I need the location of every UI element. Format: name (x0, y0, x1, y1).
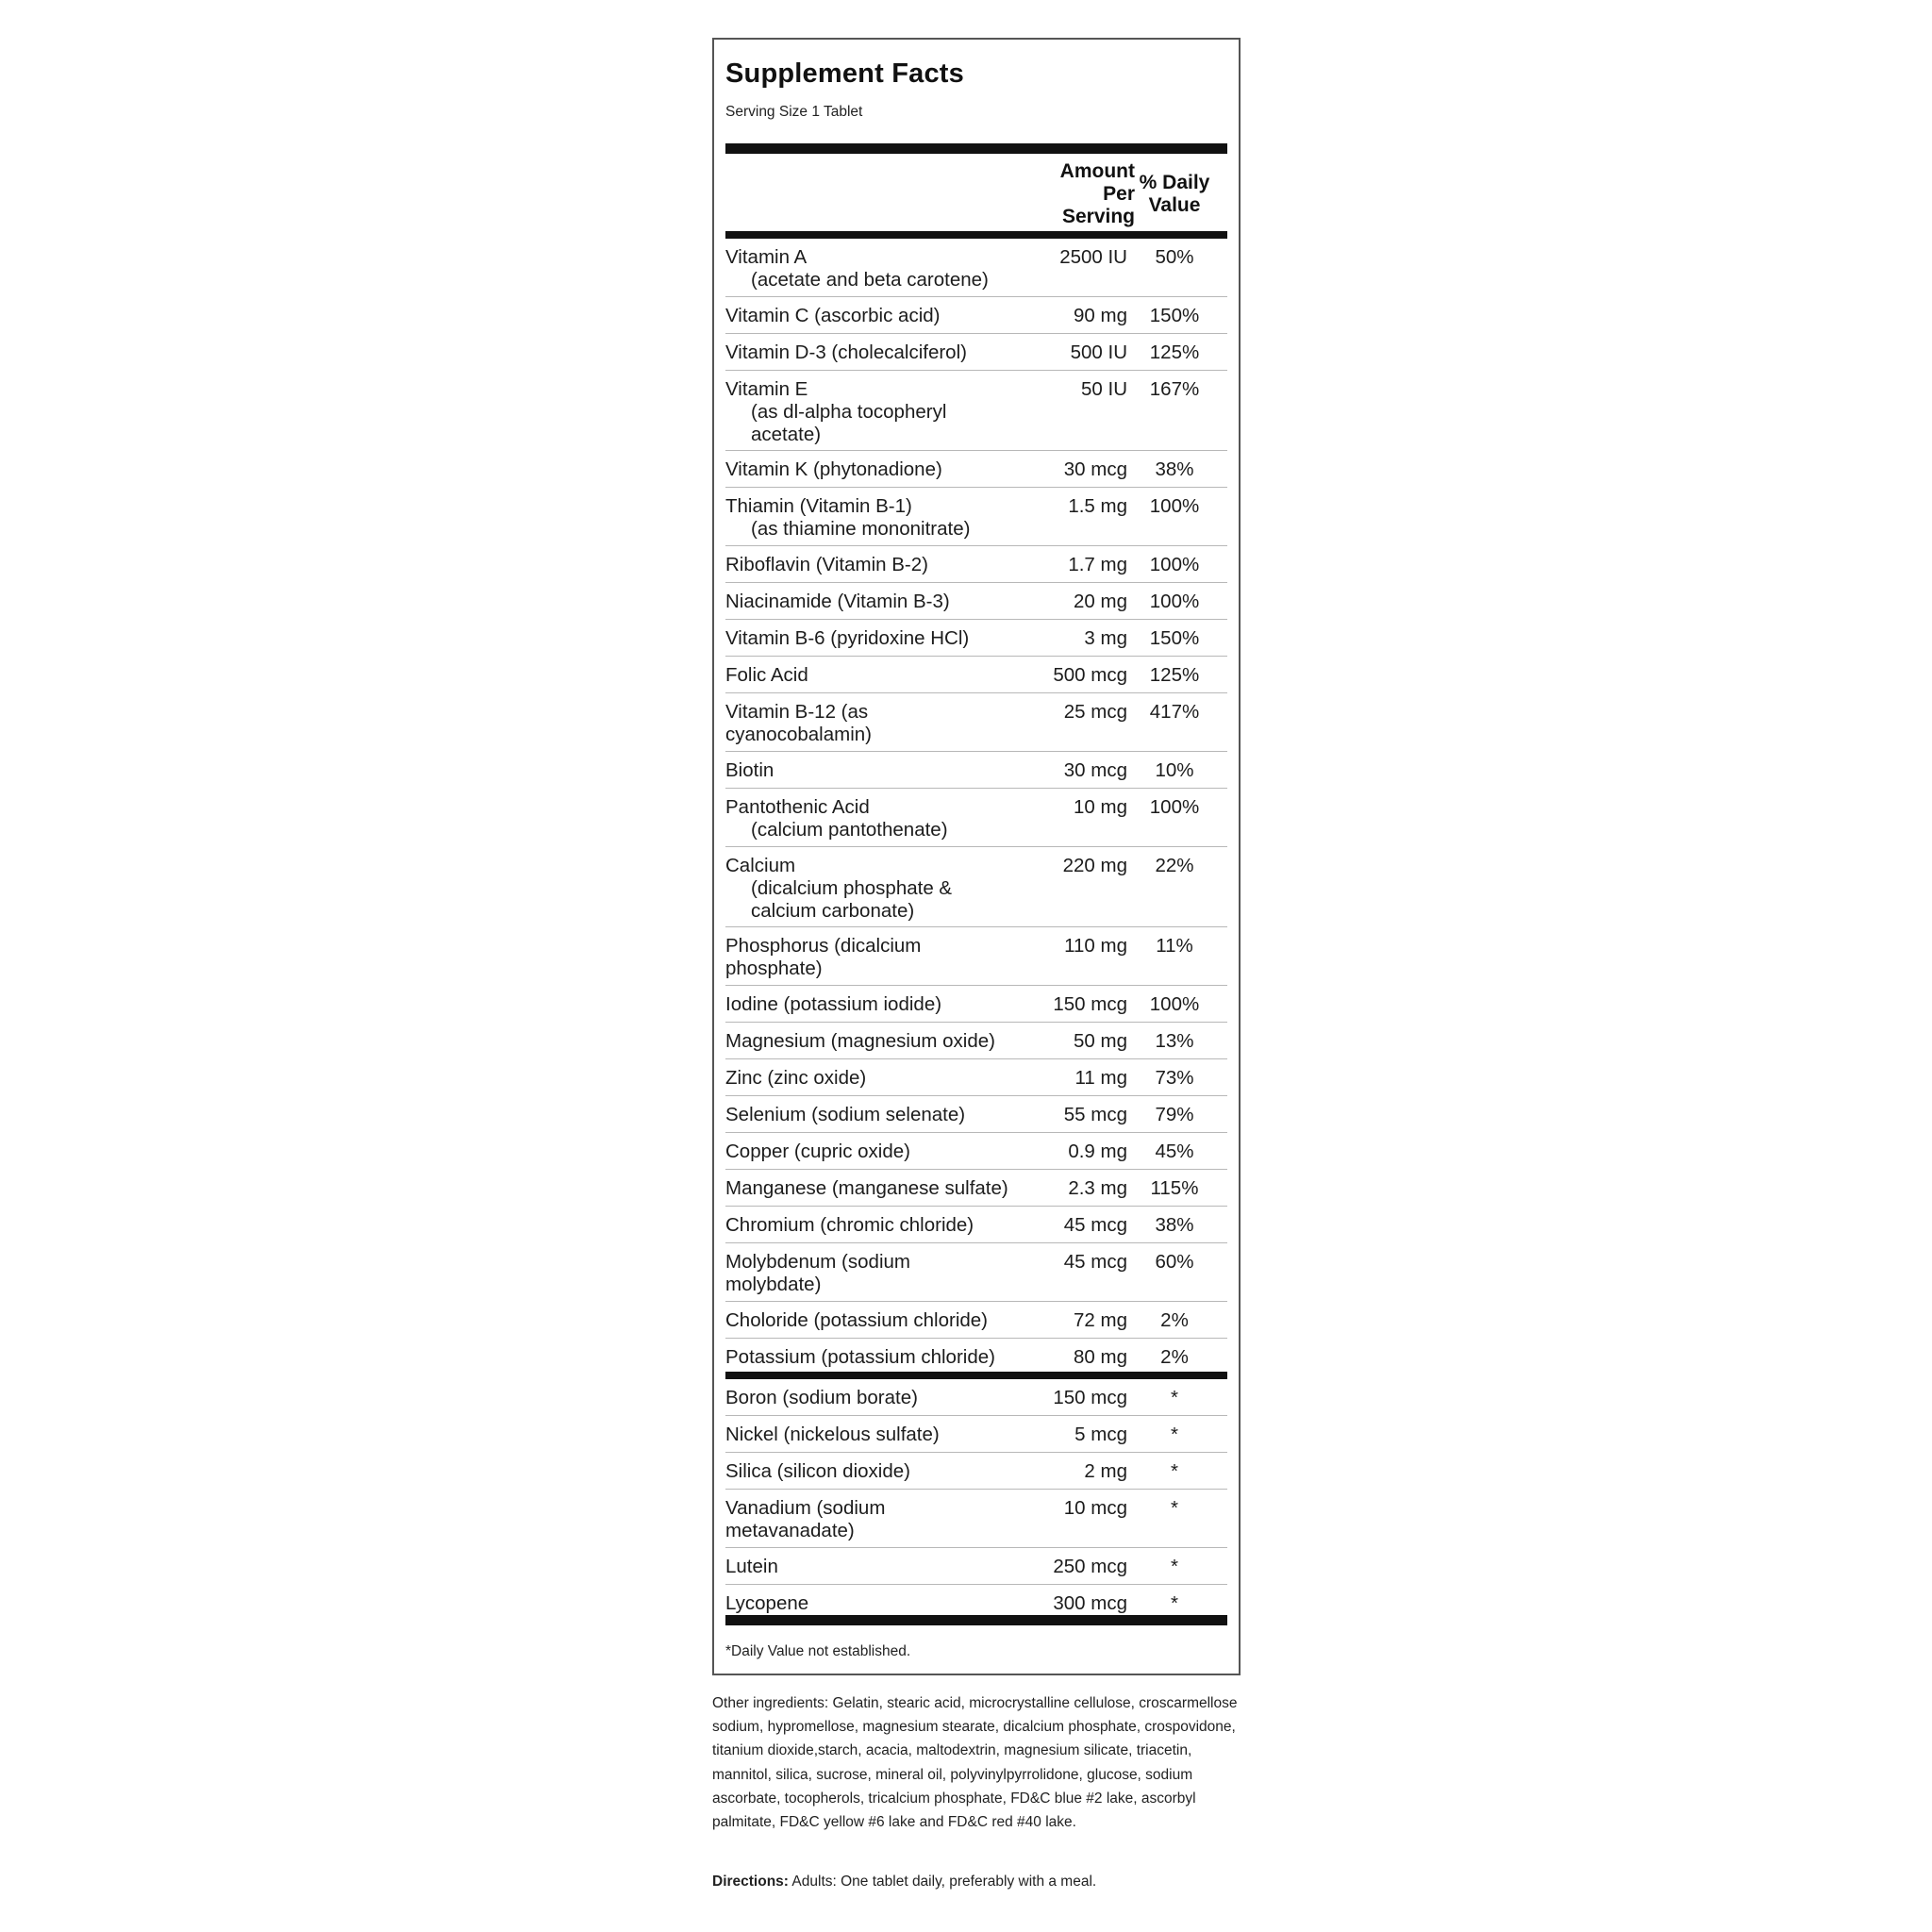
nutrient-name (725, 664, 1046, 687)
nutrient-daily-value: * (1171, 1556, 1178, 1577)
nutrient-name (725, 1104, 1046, 1126)
nutrient-amount: 25 mcg (1063, 701, 1127, 723)
nutrient-name-text: Vitamin A (725, 246, 808, 268)
nutrient-amount: 150 mcg (1053, 993, 1127, 1015)
column-header-daily-value: % Daily Value (1139, 172, 1210, 216)
nutrient-daily-value: 417% (1149, 701, 1200, 723)
supplement-facts-panel (712, 38, 1241, 1675)
nutrient-name-text: Boron (sodium borate) (725, 1387, 918, 1408)
nutrient-daily-value: 125% (1149, 341, 1200, 363)
nutrient-name (725, 1141, 1046, 1163)
nutrient-row (725, 1339, 1227, 1379)
nutrient-daily-value: 11% (1156, 935, 1193, 957)
nutrient-row (725, 1023, 1227, 1059)
nutrient-amount: 11 mg (1074, 1067, 1127, 1089)
nutrient-name (725, 591, 1046, 613)
nutrient-row (725, 1548, 1227, 1585)
nutrient-amount: 80 mg (1074, 1346, 1127, 1368)
nutrient-name-text: Riboflavin (Vitamin B-2) (725, 554, 928, 575)
nutrient-name (725, 1556, 1046, 1578)
nutrient-amount: 110 mg (1064, 935, 1127, 957)
nutrient-row (725, 239, 1227, 297)
nutrient-amount: 2 mg (1084, 1460, 1127, 1482)
nutrient-source: acetate) (751, 424, 822, 445)
nutrient-amount: 5 mcg (1074, 1424, 1127, 1445)
nutrient-amount: 250 mcg (1053, 1556, 1127, 1577)
nutrient-daily-value: 150% (1149, 627, 1200, 649)
nutrient-source: (as dl-alpha tocopheryl (751, 401, 947, 423)
nutrient-name-text: Lutein (725, 1556, 778, 1577)
nutrient-daily-value: 10% (1155, 759, 1194, 781)
nutrient-row (725, 334, 1227, 371)
column-header-amount: Amount Per Serving (1059, 160, 1135, 227)
nutrient-name (725, 1346, 1046, 1369)
nutrient-name-text: Zinc (zinc oxide) (725, 1067, 867, 1089)
nutrient-name (725, 1424, 1046, 1446)
nutrient-name (725, 1214, 1046, 1237)
nutrient-name-text: Vitamin C (ascorbic acid) (725, 305, 941, 326)
serving-size: Serving Size 1 Tablet (725, 104, 863, 120)
nutrient-daily-value: 115% (1150, 1177, 1199, 1199)
nutrient-name-text: Manganese (manganese sulfate) (725, 1177, 1008, 1199)
nutrient-name (725, 855, 1046, 923)
nutrient-name-text: Vitamin K (phytonadione) (725, 458, 942, 480)
nutrient-daily-value: * (1171, 1592, 1178, 1614)
nutrient-name-text: Copper (cupric oxide) (725, 1141, 910, 1162)
directions-label: Directions: (712, 1874, 789, 1890)
nutrient-name-text: Iodine (potassium iodide) (725, 993, 942, 1015)
nutrient-daily-value: * (1171, 1387, 1178, 1408)
nutrient-row (725, 583, 1227, 620)
nutrient-row (725, 488, 1227, 546)
nutrient-row (725, 986, 1227, 1023)
nutrient-daily-value: 73% (1155, 1067, 1194, 1089)
nutrient-daily-value: 100% (1149, 993, 1200, 1015)
nutrient-name-text: Vitamin B-12 (as cyanocobalamin) (725, 701, 872, 745)
nutrient-name-text: Niacinamide (Vitamin B-3) (725, 591, 950, 612)
nutrient-name-text: Phosphorus (dicalcium phosphate) (725, 935, 922, 979)
nutrient-name-text: Vitamin E (725, 378, 808, 400)
nutrient-amount: 10 mg (1074, 796, 1127, 818)
nutrient-amount: 55 mcg (1063, 1104, 1127, 1125)
nutrient-name (725, 246, 1046, 291)
nutrient-name-text: Vanadium (sodium metavanadate) (725, 1497, 886, 1541)
nutrient-name (725, 378, 1046, 446)
nutrient-amount: 45 mcg (1063, 1251, 1127, 1273)
nutrient-amount: 220 mg (1062, 855, 1127, 876)
nutrient-name (725, 1497, 1046, 1542)
nutrient-amount: 45 mcg (1063, 1214, 1127, 1236)
nutrient-name (725, 554, 1046, 576)
nutrient-daily-value: 79% (1155, 1104, 1194, 1125)
nutrient-amount: 30 mcg (1063, 458, 1127, 480)
nutrient-row (725, 1243, 1227, 1302)
nutrient-amount: 0.9 mg (1068, 1141, 1127, 1162)
nutrient-daily-value: * (1171, 1460, 1178, 1482)
nutrient-amount: 300 mcg (1053, 1592, 1127, 1614)
nutrient-daily-value: 45% (1155, 1141, 1194, 1162)
nutrient-amount: 1.5 mg (1068, 495, 1127, 517)
nutrient-row (725, 371, 1227, 451)
nutrient-amount: 10 mcg (1063, 1497, 1127, 1519)
nutrient-name (725, 1387, 1046, 1409)
nutrient-name-text: Choloride (potassium chloride) (725, 1309, 989, 1331)
nutrient-source: (dicalcium phosphate & (751, 877, 953, 899)
nutrient-daily-value: 22% (1155, 855, 1194, 876)
nutrient-daily-value: 50% (1155, 246, 1194, 268)
nutrient-row (725, 752, 1227, 789)
nutrient-name-text: Lycopene (725, 1592, 809, 1614)
nutrient-name-text: Biotin (725, 759, 774, 781)
label-title: Supplement Facts (725, 58, 964, 89)
header-rule-top (725, 143, 1227, 154)
nutrient-row (725, 1059, 1227, 1096)
nutrient-name (725, 1030, 1046, 1053)
nutrient-amount: 500 mcg (1053, 664, 1127, 686)
nutrient-row (725, 1490, 1227, 1548)
nutrient-row (725, 847, 1227, 927)
nutrient-daily-value: 100% (1149, 591, 1200, 612)
nutrient-name (725, 1251, 1046, 1296)
nutrient-amount: 150 mcg (1053, 1387, 1127, 1408)
directions (712, 1874, 1241, 1890)
nutrient-source: (calcium pantothenate) (751, 819, 948, 841)
nutrient-daily-value: 2% (1160, 1309, 1189, 1331)
nutrient-row (725, 927, 1227, 986)
nutrient-name (725, 1067, 1046, 1090)
nutrient-name-text: Potassium (potassium chloride) (725, 1346, 995, 1368)
nutrient-name-text: Vitamin D-3 (cholecalciferol) (725, 341, 967, 363)
nutrient-name (725, 701, 1046, 746)
nutrient-name-text: Magnesium (magnesium oxide) (725, 1030, 995, 1052)
nutrient-row (725, 789, 1227, 847)
nutrient-row (725, 1207, 1227, 1243)
nutrient-daily-value: 100% (1149, 495, 1200, 517)
nutrient-daily-value: 60% (1155, 1251, 1194, 1273)
nutrient-name (725, 1309, 1046, 1332)
nutrient-name-text: Thiamin (Vitamin B-1) (725, 495, 912, 517)
nutrient-name-text: Chromium (chromic chloride) (725, 1214, 974, 1236)
nutrient-row (725, 1379, 1227, 1416)
nutrient-name-text: Selenium (sodium selenate) (725, 1104, 966, 1125)
nutrient-amount: 30 mcg (1063, 759, 1127, 781)
nutrient-name-text: Nickel (nickelous sulfate) (725, 1424, 940, 1445)
nutrient-amount: 50 mg (1074, 1030, 1127, 1052)
nutrient-name (725, 993, 1046, 1016)
nutrient-daily-value: 13% (1155, 1030, 1194, 1052)
other-ingredients: Other ingredients: Gelatin, stearic acid, microcrystalline cellulose, croscarmellose sodium, hypromellose, magnesium stearate, dicalcium phosphate, crospovidone, titanium dioxide,starch, acacia, maltodextrin, magnesium silicate, triacetin, mannitol, silica, sucrose, mineral oil, polyvinylpyrrolidone, glucose, sodium ascorbate, tocopherols, tricalcium phosphate, FD&C blue #2 lake, ascorbyl palmitate, FD&C yellow #6 lake and FD&C red #40 lake. (712, 1695, 1238, 1831)
nutrient-row (725, 297, 1227, 334)
nutrient-amount: 2.3 mg (1068, 1177, 1127, 1199)
nutrient-name (725, 627, 1046, 650)
nutrient-amount: 20 mg (1074, 591, 1127, 612)
nutrient-name (725, 341, 1046, 364)
nutrient-name (725, 1592, 1046, 1615)
nutrient-table (725, 239, 1227, 1625)
nutrient-row (725, 1302, 1227, 1339)
nutrient-name-text: Silica (silicon dioxide) (725, 1460, 910, 1482)
nutrient-name-text: Molybdenum (sodium molybdate) (725, 1251, 910, 1295)
nutrient-name-text: Calcium (725, 855, 796, 876)
nutrient-daily-value: 38% (1155, 458, 1194, 480)
nutrient-name (725, 759, 1046, 782)
nutrient-amount: 1.7 mg (1068, 554, 1127, 575)
nutrient-daily-value: 38% (1155, 1214, 1194, 1236)
nutrient-name (725, 1177, 1046, 1200)
nutrient-amount: 3 mg (1084, 627, 1127, 649)
nutrient-daily-value: * (1171, 1497, 1178, 1519)
nutrient-daily-value: 167% (1149, 378, 1200, 400)
footnote: *Daily Value not established. (725, 1643, 911, 1659)
nutrient-daily-value: 125% (1149, 664, 1200, 686)
directions-text: Adults: One tablet daily, preferably with a meal. (788, 1874, 1097, 1890)
nutrient-amount: 2500 IU (1059, 246, 1127, 268)
nutrient-row (725, 1416, 1227, 1453)
nutrient-row (725, 693, 1227, 752)
nutrient-amount: 50 IU (1081, 378, 1127, 400)
nutrient-row (725, 1585, 1227, 1625)
nutrient-row (725, 620, 1227, 657)
nutrient-name (725, 495, 1046, 541)
nutrient-name-text: Vitamin B-6 (pyridoxine HCl) (725, 627, 970, 649)
nutrient-name (725, 935, 1046, 980)
nutrient-source: calcium carbonate) (751, 900, 915, 922)
nutrient-name (725, 458, 1046, 481)
nutrient-row (725, 1453, 1227, 1490)
nutrient-daily-value: 150% (1149, 305, 1200, 326)
nutrient-name-text: Pantothenic Acid (725, 796, 870, 818)
nutrient-amount: 72 mg (1074, 1309, 1127, 1331)
nutrient-row (725, 1133, 1227, 1170)
nutrient-amount: 500 IU (1070, 341, 1127, 363)
nutrient-name (725, 1460, 1046, 1483)
nutrient-daily-value: 100% (1149, 554, 1200, 575)
nutrient-daily-value: 2% (1160, 1346, 1189, 1368)
nutrient-source: (acetate and beta carotene) (751, 269, 989, 291)
nutrient-source: (as thiamine mononitrate) (751, 518, 971, 540)
nutrient-daily-value: 100% (1149, 796, 1200, 818)
nutrient-name (725, 796, 1046, 841)
header-rule-bottom (725, 231, 1227, 239)
nutrient-row (725, 546, 1227, 583)
nutrient-name (725, 305, 1046, 327)
nutrient-row (725, 657, 1227, 693)
nutrient-daily-value: * (1171, 1424, 1178, 1445)
nutrient-row (725, 451, 1227, 488)
nutrient-row (725, 1096, 1227, 1133)
nutrient-amount: 90 mg (1074, 305, 1127, 326)
nutrient-name-text: Folic Acid (725, 664, 808, 686)
nutrient-row (725, 1170, 1227, 1207)
